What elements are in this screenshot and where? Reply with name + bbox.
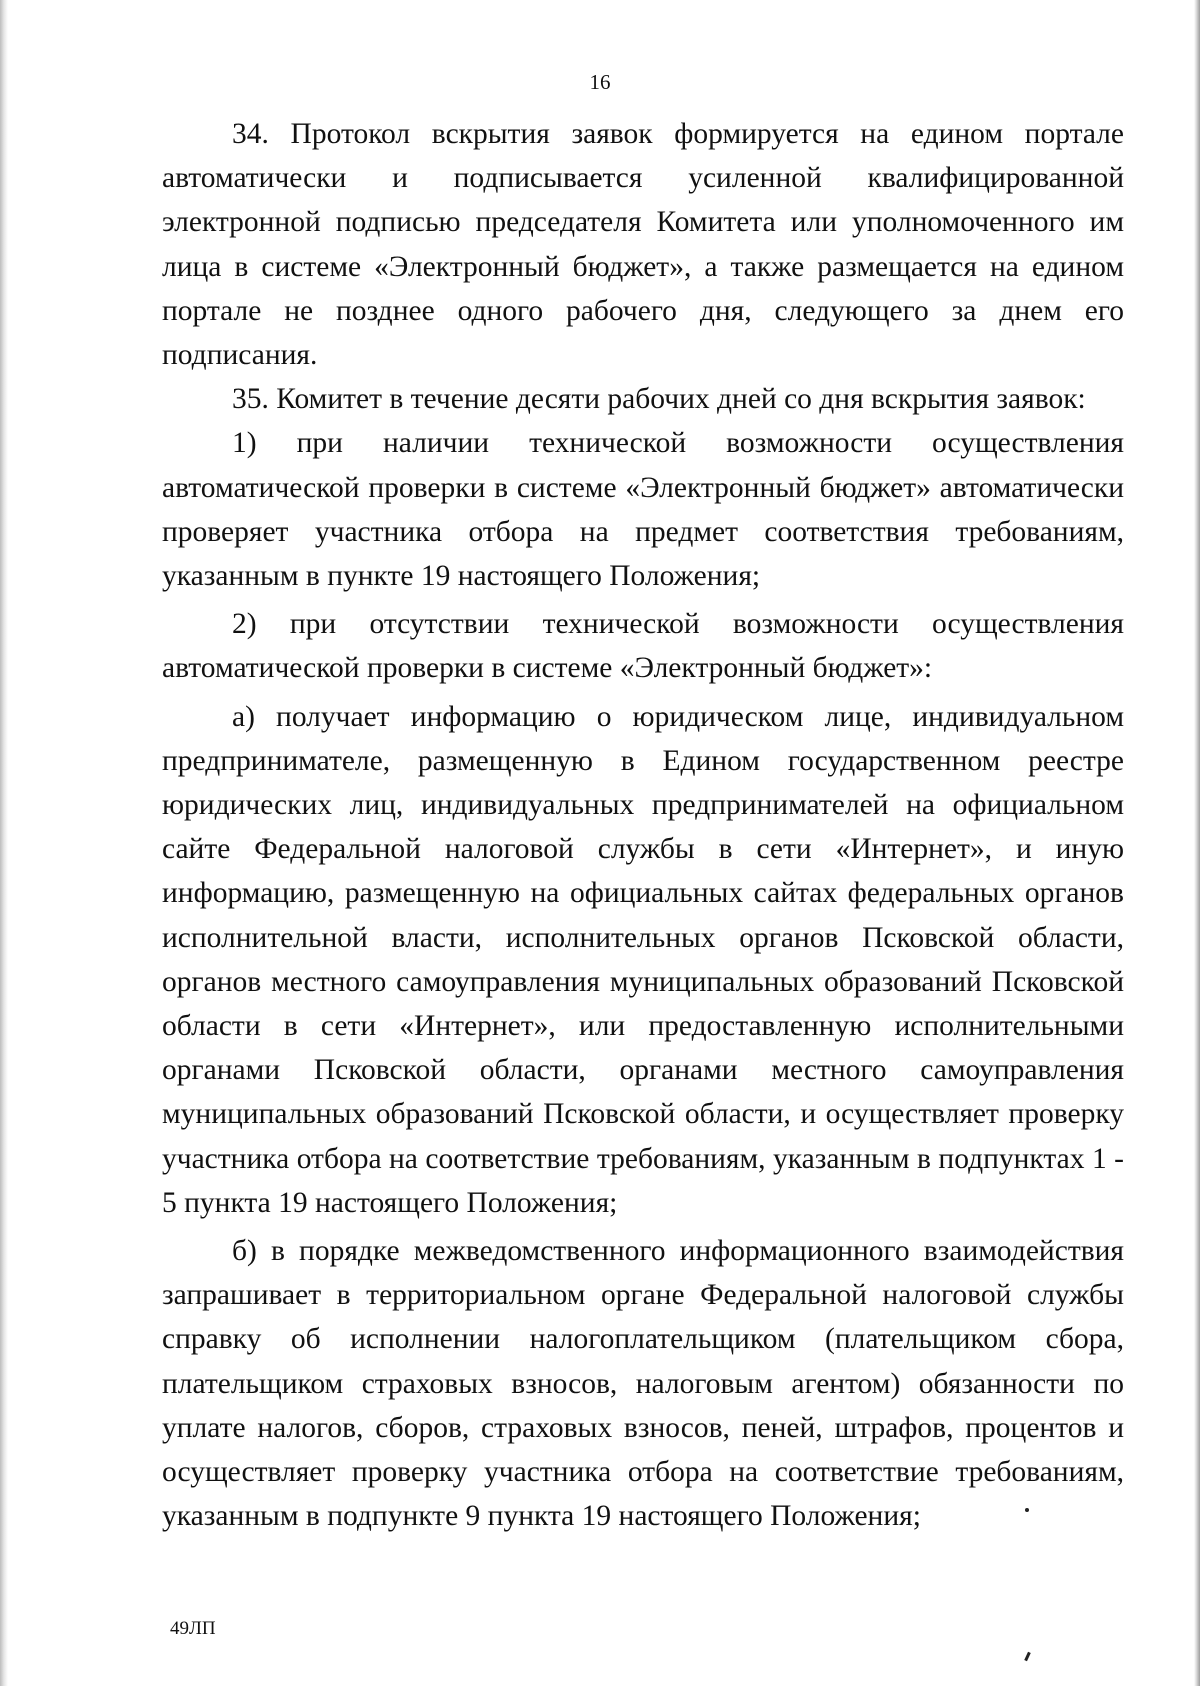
subitem-1: 1) при наличии технической возможности осуществления автоматической проверки в системе «Электронный бюджет» автоматически проверяет участника отбора на предмет соответствия требованиям, указанным в пункте 19 настоящего Положения; [162,427,1124,593]
paragraph-35: 35. Комитет в течение десяти рабочих дней со дня вскрытия заявок: [232,383,1086,416]
scan-edge-left [0,0,8,1686]
scan-edge-right [1194,0,1200,1686]
subitem-2: 2) при отсутствии технической возможности осуществления автоматической проверки в системе «Электронный бюджет»: [162,608,1124,685]
footer-document-code: 49ЛП [170,1618,216,1639]
page-number: 16 [589,70,611,94]
scan-mark [1024,1652,1031,1661]
paragraph-34: 34. Протокол вскрытия заявок формируется на едином портале автоматически и подписывается усиленной квалифицированной электронной подписью председателя Комитета или уполномоченного им лица в системе «Электронный бюджет», а также размещается на едином портале не позднее одного рабочего дня, следующего за днем его подписания. [162,118,1124,372]
document-body [162,112,1124,1539]
subitem-a: а) получает информацию о юридическом лице, индивидуальном предпринимателе, размещенную в Едином государственном реестре юридических лиц, индивидуальных предпринимателей на официальном сайте Федеральной налоговой службы в сети «Интернет», и иную информацию, размещенную на официальных сайтах федеральных органов исполнительной власти, исполнительных органов Псковской области, органов местного самоуправления муниципальных образований Псковской области в сети «Интернет», или предоставленную исполнительными органами Псковской области, органами местного самоуправления муниципальных образований Псковской области, и осуществляет проверку участника отбора на соответствие требованиям, указанным в подпунктах 1 - 5 пункта 19 настоящего Положения; [162,700,1124,1219]
subitem-b: б) в порядке межведомственного информационного взаимодействия запрашивает в территориальном органе Федеральной налоговой службы справку об исполнении налогоплательщиком (плательщиком сбора, плательщиком страховых взносов, налоговым агентом) обязанности по уплате налогов, сборов, страховых взносов, пеней, штрафов, процентов и осуществляет проверку участника отбора на соответствие требованиям, указанным в подпункте 9 пункта 19 настоящего Положения; [162,1235,1124,1533]
scan-speck [1025,1508,1029,1512]
